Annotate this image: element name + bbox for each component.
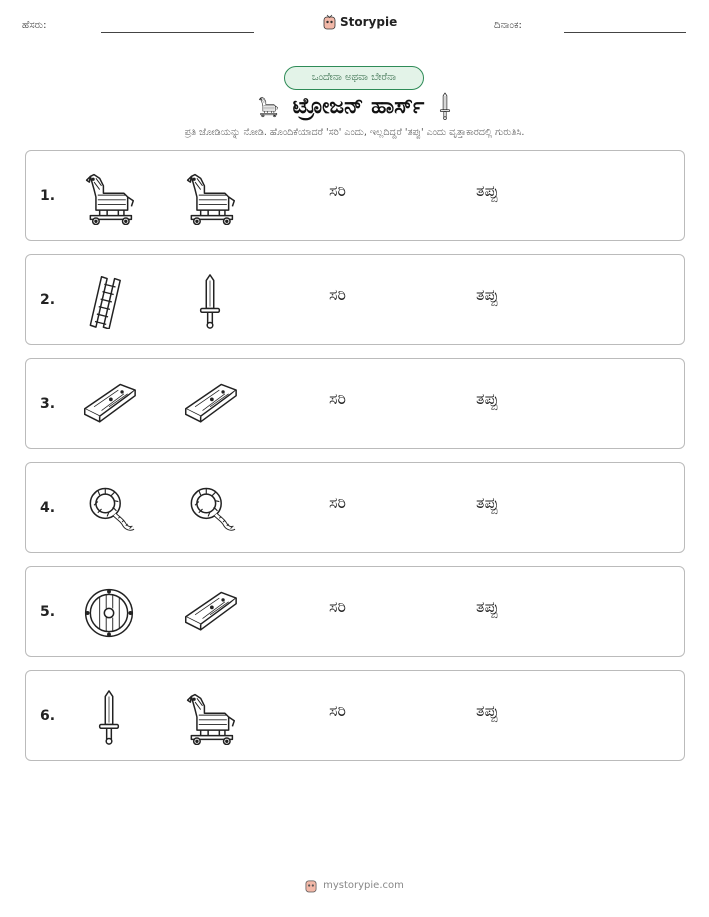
sword-icon: [438, 92, 452, 120]
answer-wrong-option[interactable]: ತಪ್ಪು: [476, 597, 499, 616]
answer-wrong-option[interactable]: ತಪ್ಪು: [476, 389, 499, 408]
plank-icon: [182, 377, 238, 433]
footer: [0, 878, 709, 893]
trojan-horse-icon: [81, 169, 137, 225]
question-number: 2.: [40, 292, 56, 308]
answer-wrong-option[interactable]: ತಪ್ಪು: [476, 285, 499, 304]
trojan-horse-icon: [182, 169, 238, 225]
answer-correct-option[interactable]: ಸರಿ: [329, 389, 346, 408]
trojan-horse-icon: [182, 689, 238, 745]
ladder-icon: [81, 273, 137, 329]
question-row: [25, 670, 685, 761]
answer-correct-option[interactable]: ಸರಿ: [329, 181, 346, 200]
question-row: [25, 566, 685, 657]
answer-correct-option[interactable]: ಸರಿ: [329, 493, 346, 512]
rope-icon: [81, 481, 137, 537]
plank-icon: [182, 585, 238, 641]
question-row: [25, 462, 685, 553]
question-number: 4.: [40, 500, 56, 516]
answer-wrong-option[interactable]: ತಪ್ಪು: [476, 701, 499, 720]
storypie-mascot-icon: [305, 878, 317, 893]
answer-correct-option[interactable]: ಸರಿ: [329, 701, 346, 720]
page-title: ಟ್ರೋಜನ್ ಹಾರ್ಸ್: [292, 93, 425, 119]
plank-icon: [81, 377, 137, 433]
rope-icon: [182, 481, 238, 537]
date-field-line[interactable]: [564, 32, 686, 33]
footer-url[interactable]: mystorypie.com: [323, 880, 404, 891]
question-number: 6.: [40, 708, 56, 724]
trojan-horse-icon: [257, 93, 279, 119]
shield-icon: [81, 585, 137, 641]
worksheet-header: [0, 14, 709, 38]
answer-wrong-option[interactable]: ತಪ್ಪು: [476, 493, 499, 512]
question-row: [25, 254, 685, 345]
date-label: ದಿನಾಂಕ:: [494, 20, 522, 31]
question-list: [25, 150, 685, 774]
brand-logo: [323, 14, 397, 30]
sword-icon: [182, 273, 238, 329]
brand-name: Storypie: [340, 15, 398, 29]
title-row: [0, 90, 709, 122]
question-number: 3.: [40, 396, 56, 412]
answer-wrong-option[interactable]: ತಪ್ಪು: [476, 181, 499, 200]
name-label: ಹೆಸರು:: [22, 20, 47, 31]
answer-correct-option[interactable]: ಸರಿ: [329, 285, 346, 304]
question-number: 5.: [40, 604, 56, 620]
question-number: 1.: [40, 188, 56, 204]
question-row: [25, 150, 685, 241]
storypie-mascot-icon: [323, 14, 336, 30]
sword-icon: [81, 689, 137, 745]
name-field-line[interactable]: [101, 32, 254, 33]
answer-correct-option[interactable]: ಸರಿ: [329, 597, 346, 616]
activity-type-badge: ಒಂದೇನಾ ಅಥವಾ ಬೇರೆನಾ: [284, 66, 424, 90]
question-row: [25, 358, 685, 449]
instructions: ಪ್ರತಿ ಜೋಡಿಯನ್ನು ನೋಡಿ. ಹೊಂದಿಕೆಯಾದರೆ 'ಸರಿ' ಎಂದು, ಇಲ್ಲದಿದ್ದರೆ 'ತಪ್ಪು' ಎಂದು ವೃತ್ತಾಕಾರದಲ್ಲಿ ಗುರುತಿಸಿ.: [184, 127, 525, 138]
